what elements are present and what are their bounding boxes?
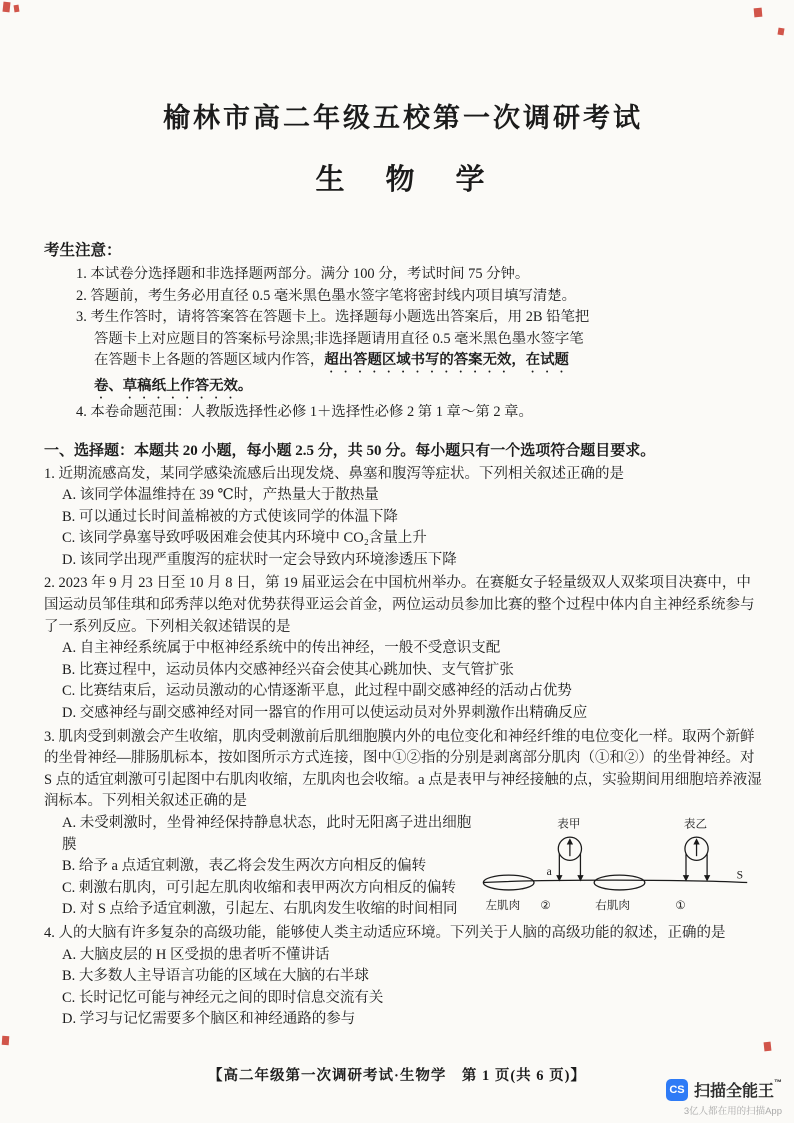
question-4-option-d: D. 学习与记忆需要多个脑区和神经通路的参与 — [62, 1011, 356, 1028]
red-corner-mark — [14, 5, 20, 13]
question-1-option-b: B. 可以通过长时间盖棉被的方式使该同学的体温下降 — [62, 508, 398, 525]
scanner-watermark — [666, 1078, 782, 1117]
red-corner-mark — [764, 1042, 772, 1052]
notice-item-3 — [76, 307, 591, 402]
sciatic-nerve-line — [483, 880, 747, 882]
camscanner-logo-icon: CS — [666, 1079, 688, 1101]
question-4-options — [62, 945, 762, 1031]
notice-heading: 考生注意： — [44, 242, 122, 259]
question-1-option-a: A. 该同学体温维持在 39 ℃时，产热量大于散热量 — [62, 487, 379, 504]
question-1 — [44, 464, 762, 572]
question-3-option-c: C. 刺激右肌肉，可引起左肌肉收缩和表甲两次方向相反的偏转 — [62, 879, 456, 896]
question-3-option-a: A. 未受刺激时，坐骨神经保持静息状态，此时无阳离子进出细胞膜 — [62, 815, 472, 853]
red-corner-mark — [777, 28, 784, 36]
nerve-muscle-diagram-svg — [477, 815, 762, 915]
question-4-option-a: A. 大脑皮层的 H 区受损的患者听不懂讲话 — [62, 946, 330, 963]
meter-b-label: 表乙 — [683, 817, 708, 831]
page-footer: 【高二年级第一次调研考试·生物学 第 1 页(共 6 页)】 — [208, 1068, 586, 1084]
section-heading: 一、选择题：本题共 20 小题，每小题 2.5 分，共 50 分。每小题只有一个选项符合题目要求。 — [44, 442, 656, 459]
question-4-stem: 4. 人的大脑有许多复杂的高级功能，能够使人类主动适应环境。下列关于人脑的高级功能的叙述，正确的是 — [44, 924, 726, 941]
red-corner-mark — [2, 2, 10, 13]
point-s-label: S — [736, 868, 744, 882]
question-2-stem: 2. 2023 年 9 月 23 日至 10 月 8 日，第 19 届亚运会在中国杭州举办。在赛艇女子轻量级双人双桨项目决赛中，中国运动员邹佳琪和邱秀萍以绝对优势获得亚运会首金，两位运动员参加比赛的整个过程中体内自主神经系统参与了一系列反应。下列相关叙述错误的是 — [44, 575, 755, 635]
exam-subject: 生 物 学 — [315, 164, 491, 196]
red-corner-mark — [2, 1036, 10, 1045]
question-1-option-c: C. 该同学鼻塞导致呼吸困难会使其内环境中 CO₂含量上升 — [62, 530, 427, 547]
notice-items — [76, 264, 591, 424]
question-3-body — [44, 813, 762, 921]
right-muscle-shape — [594, 875, 645, 890]
question-3-option-d: D. 对 S 点给予适宜刺激，引起左、右肌肉发生收缩的时间相同 — [62, 901, 458, 918]
question-4 — [44, 923, 762, 1031]
question-2-option-a: A. 自主神经系统属于中枢神经系统中的传出神经，一般不受意识支配 — [62, 640, 501, 657]
notice-item-3-text: 3. 考生作答时，请将答案答在答题卡上。选择题每小题选出答案后，用 2B 铅笔把答题卡上对应题目的答案标号涂黑;非选择题请用直径 0.5 毫米黑色墨水签字笔在答题卡上各题的答题区域内作答， — [76, 309, 590, 368]
galvanometer-b-needle-arrow — [693, 838, 699, 844]
trademark-symbol: ™ — [774, 1078, 782, 1087]
question-3 — [44, 727, 762, 921]
point-a-label: a — [546, 865, 552, 879]
question-2-option-b: B. 比赛过程中，运动员体内交感神经兴奋会使其心跳加快、支气管扩张 — [62, 661, 514, 678]
question-3-stem: 3. 肌肉受到刺激会产生收缩，肌肉受刺激前后肌细胞膜内外的电位变化和神经纤维的电位变化一样。取两个新鲜的坐骨神经—腓肠肌标本，按如图所示方式连接，图中①②指的分别是剥离部分肌肉（①和②）的坐骨神经。对 S 点的适宜刺激可引起图中右肌肉收缩，左肌肉也会收缩。a 点是表甲与神经接触的点，实验期间用细胞培养液湿润标本。下列相关叙述正确的是 — [44, 728, 762, 810]
scanner-app-name — [694, 1078, 782, 1101]
meter-a-label: 表甲 — [557, 817, 581, 831]
question-4-option-b: B. 大多数人主导语言功能的区域在大脑的右半球 — [62, 968, 369, 985]
question-3-options — [62, 813, 477, 921]
circled-1-label: ① — [675, 898, 686, 912]
circled-2-label: ② — [540, 898, 551, 912]
notice-item-2: 2. 答题前，考生务必用直径 0.5 毫米黑色墨水签字笔将密封线内项目填写清楚。 — [76, 287, 577, 304]
notice-item-1: 1. 本试卷分选择题和非选择题两部分。满分 100 分，考试时间 75 分钟。 — [76, 266, 530, 282]
exam-title: 榆林市高二年级五校第一次调研考试 — [163, 103, 643, 133]
question-4-option-c: C. 长时记忆可能与神经元之间的即时信息交流有关 — [62, 989, 384, 1006]
left-muscle-label: 左肌肉 — [485, 898, 521, 912]
scanner-app-name-text: 扫描全能王 — [693, 1083, 774, 1100]
nerve-muscle-diagram — [477, 815, 762, 915]
page-content — [44, 0, 762, 1031]
right-muscle-label: 右肌肉 — [595, 898, 631, 912]
question-2-options — [62, 638, 762, 724]
scanner-watermark-row — [666, 1078, 782, 1101]
galvanometer-a-needle-arrow — [567, 838, 573, 844]
notice-item-4: 4. 本卷命题范围：人教版选择性必修 1＋选择性必修 2 第 1 章～第 2 章。 — [76, 404, 533, 420]
question-3-option-b: B. 给予 a 点适宜刺激，表乙将会发生两次方向相反的偏转 — [62, 858, 427, 875]
question-1-stem: 1. 近期流感高发，某同学感染流感后出现发烧、鼻塞和腹泻等症状。下列相关叙述正确的是 — [44, 465, 624, 482]
question-2-option-c: C. 比赛结束后，运动员激动的心情逐渐平息，此过程中副交感神经的活动占优势 — [62, 683, 572, 700]
notice-item-3-emphasis: 超出答题区域书写的答案无效，在试题卷、草稿纸上作答无效。 — [94, 352, 569, 394]
question-1-options — [62, 485, 762, 571]
scanner-app-tagline: 3亿人都在用的扫描App — [683, 1106, 782, 1117]
question-2 — [44, 573, 762, 724]
question-1-option-d: D. 该同学出现严重腹泻的症状时一定会导致内环境渗透压下降 — [62, 551, 457, 568]
question-2-option-d: D. 交感神经与副交感神经对同一器官的作用可以使运动员对外界刺激作出精确反应 — [62, 705, 588, 722]
candidate-notice — [44, 238, 762, 424]
